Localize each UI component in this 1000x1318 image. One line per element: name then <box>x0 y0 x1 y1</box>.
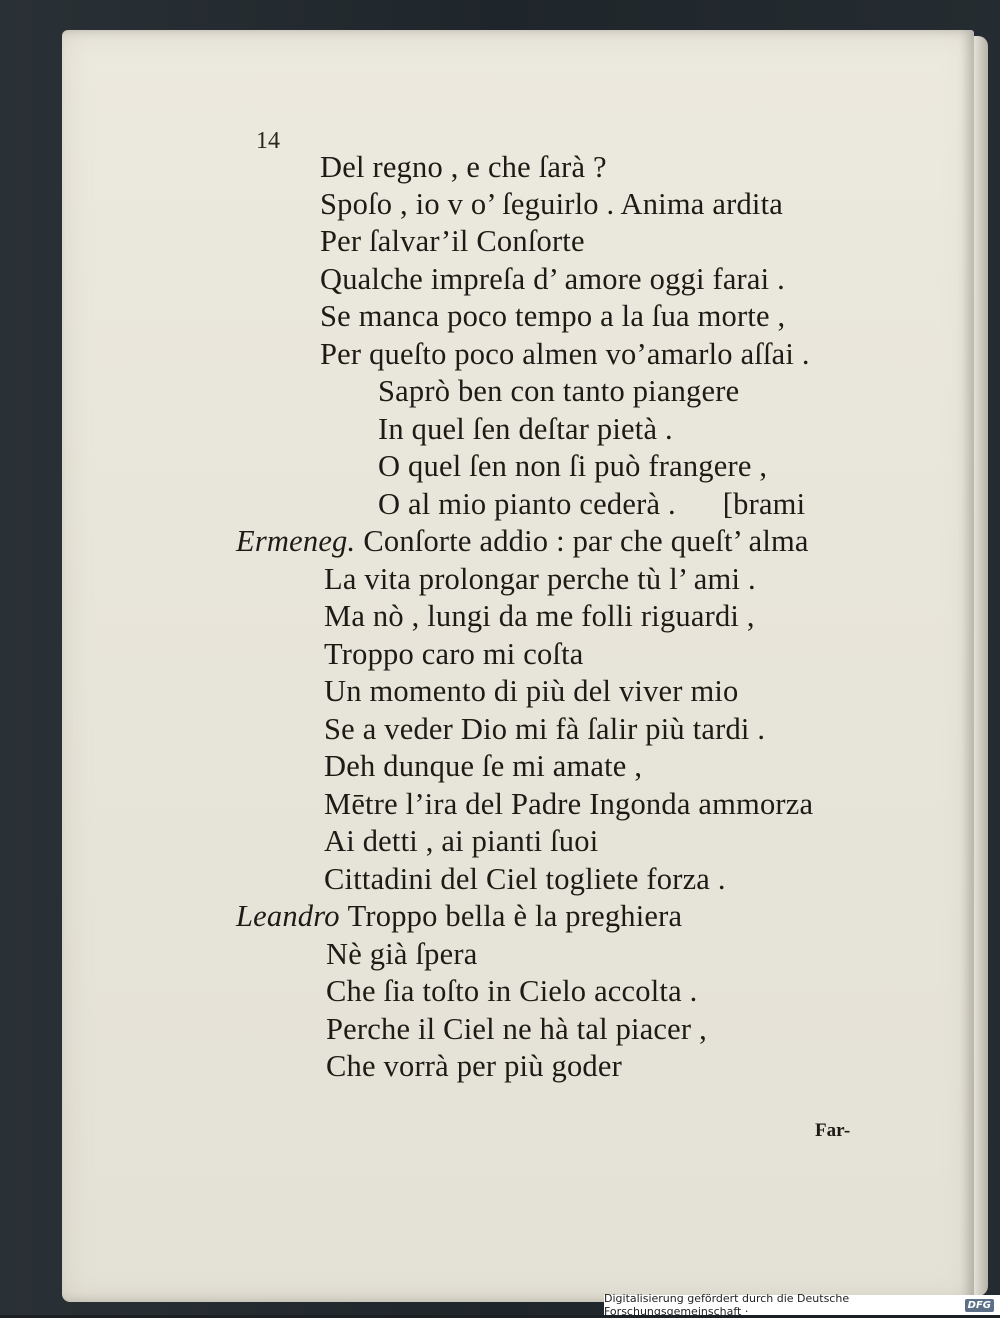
verse-line <box>324 562 756 597</box>
verse-line <box>326 974 697 1009</box>
verse-line <box>324 862 726 897</box>
verse-line <box>320 299 785 334</box>
line-text: Qualche impreſa d’ amore oggi farai . <box>320 262 785 296</box>
verse-line <box>324 637 584 672</box>
line-text: Del regno , e che ſarà ? <box>320 150 607 184</box>
verse-line <box>378 449 767 484</box>
line-text: Un momento di più del viver mio <box>324 674 739 708</box>
verse-line <box>324 824 598 859</box>
verse-line <box>324 787 813 822</box>
verse-line <box>236 899 682 934</box>
verse-line <box>236 524 809 559</box>
line-text: Mētre l’ira del Padre Ingonda ammorza <box>324 787 814 821</box>
line-text: Cittadini del Ciel togliete forza . <box>324 862 726 896</box>
line-text: Spoſo , io v o’ ſeguirlo . Anima ardita <box>320 187 783 221</box>
verse-line <box>326 1012 707 1047</box>
show-through-mark <box>300 165 308 199</box>
verse-line <box>324 599 755 634</box>
line-text: Se a veder Dio mi fà ſalir più tardi . <box>324 712 766 746</box>
speaker-name: Ermeneg. <box>236 524 356 558</box>
line-text: Perche il Ciel ne hà tal piacer , <box>326 1012 707 1046</box>
line-text: Ma nò , lungi da me folli riguardi , <box>324 599 755 633</box>
verse-line <box>326 937 477 972</box>
line-text: Che ſia toſto in Cielo accolta . <box>326 974 698 1008</box>
line-text: O al mio pianto cederà . [brami <box>378 487 806 521</box>
line-text: Deh dunque ſe mi amate , <box>324 749 643 783</box>
line-text: Troppo bella è la preghiera <box>347 899 683 933</box>
line-text: In quel ſen deſtar pietà . <box>378 412 673 446</box>
line-text: Ai detti , ai pianti ſuoi <box>324 824 599 858</box>
line-text: Per ſalvar’il Conſorte <box>320 224 585 258</box>
line-text: Se manca poco tempo a la ſua morte , <box>320 299 786 333</box>
line-text: Saprò ben con tanto piangere <box>378 374 740 408</box>
line-text: La vita prolongar perche tù l’ ami . <box>324 562 756 596</box>
verse-line <box>324 749 642 784</box>
catchword: Far- <box>815 1120 851 1141</box>
line-text: Nè già ſpera <box>326 937 478 971</box>
verse-line <box>320 224 585 259</box>
digitization-footer <box>604 1292 1000 1318</box>
verse-line <box>378 374 739 409</box>
verse-line <box>320 337 810 372</box>
line-text: Che vorrà per più goder <box>326 1049 622 1083</box>
line-text: O quel ſen non ſi può frangere , <box>378 449 768 483</box>
line-text: Troppo caro mi coſta <box>324 637 584 671</box>
verse-line <box>320 150 607 185</box>
page-number: 14 <box>256 128 280 154</box>
verse-line <box>324 674 739 709</box>
dfg-logo: DFG <box>965 1299 994 1312</box>
verse-line <box>378 487 805 522</box>
verse-line <box>378 412 673 447</box>
line-text: Conſorte addio : par che queſt’ alma <box>363 524 809 558</box>
line-text: Per queſto poco almen vo’amarlo aſſai . <box>320 337 810 371</box>
verse-line <box>324 712 765 747</box>
verse-line <box>320 262 785 297</box>
verse-line <box>320 187 783 222</box>
funding-notice: Digitalisierung gefördert durch die Deutsche Forschungsgemeinschaft · <box>604 1292 850 1318</box>
verse-line <box>326 1049 622 1084</box>
speaker-name: Leandro <box>236 899 340 933</box>
